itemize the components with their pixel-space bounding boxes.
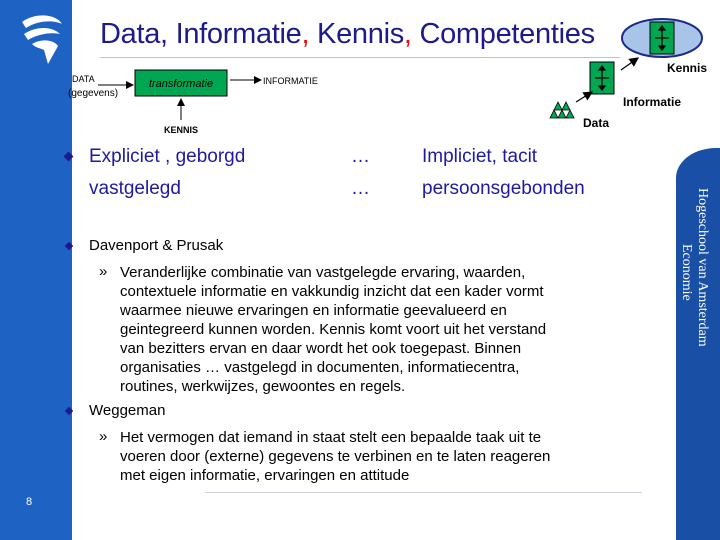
definition-line: organisaties … vastgelegd in documenten, informatiecentra,: [120, 359, 520, 376]
logo-icon: [18, 14, 64, 66]
title-comma-1: ,: [301, 18, 310, 50]
title-part-3: Competenties: [411, 18, 595, 50]
definition-line: Het vermogen dat iemand in staat stelt een bepaalde taak uit te: [120, 429, 542, 446]
transformation-diagram: [60, 58, 350, 140]
weggeman-definition: [120, 428, 600, 485]
comparison-dots-1: …: [351, 146, 370, 167]
definition-line: waarmee nieuwe ervaringen en informatie geevalueerd en: [120, 302, 507, 319]
title-comma-2: ,: [403, 18, 412, 50]
definition-line: contextuele informatie en vakkundig inzicht dat een kader vormt: [120, 283, 544, 300]
comparison-left-1: Expliciet , geborgd: [89, 146, 246, 167]
pyramid-informatie-label: Informatie: [623, 95, 682, 109]
data-triangles: [550, 102, 574, 118]
institution-label: [679, 188, 712, 418]
definition-line: routines, werkwijzes, gewoontes en regels.: [120, 378, 406, 395]
sub-bullet-marker: »: [99, 428, 108, 445]
section-heading-davenport: Davenport & Prusak: [89, 237, 224, 254]
institution-name: Hogeschool van Amsterdam: [695, 188, 710, 347]
page-title: [100, 18, 595, 51]
definition-line: van bezitters ervan en daar wordt het ook toegepast. Binnen: [120, 340, 522, 357]
pyramid-kennis-label: Kennis: [667, 61, 708, 75]
sub-bullet-marker: »: [99, 263, 108, 280]
title-part-1: Data, Informatie: [100, 18, 302, 50]
diagram-bottom-label: KENNIS: [163, 125, 199, 135]
arrow-to-kennis: [621, 58, 638, 70]
diagram-input-sub: (gegevens): [68, 88, 119, 99]
comparison-right-1: Impliciet, tacit: [422, 146, 538, 167]
davenport-definition: [120, 263, 600, 396]
pyramid-data-label: Data: [583, 116, 610, 130]
comparison-left-2: vastgelegd: [89, 178, 181, 199]
footer-rule: [205, 492, 642, 493]
definition-line: geintegreerd kunnen worden. Kennis komt voort uit het verstand: [120, 321, 547, 338]
arrow-to-informatie: [576, 92, 592, 102]
title-part-2: Kennis: [309, 18, 404, 50]
diagram-output-label: INFORMATIE: [263, 76, 318, 86]
definition-line: met eigen informatie, ervaringen en attitude: [120, 467, 410, 484]
comparison-dots-2: …: [351, 178, 370, 199]
transformation-label: transformatie: [148, 78, 214, 90]
institution-dept: Economie: [679, 244, 694, 301]
definition-line: Veranderlijke combinatie van vastgelegde ervaring, waarden,: [120, 264, 526, 281]
diagram-input-label: DATA: [72, 74, 95, 84]
comparison-right-2: persoonsgebonden: [422, 178, 585, 199]
section-heading-weggeman: Weggeman: [89, 402, 166, 419]
definition-line: voeren door (externe) gegevens te verbinen en te laten reageren: [120, 448, 551, 465]
page-number: 8: [26, 496, 33, 508]
